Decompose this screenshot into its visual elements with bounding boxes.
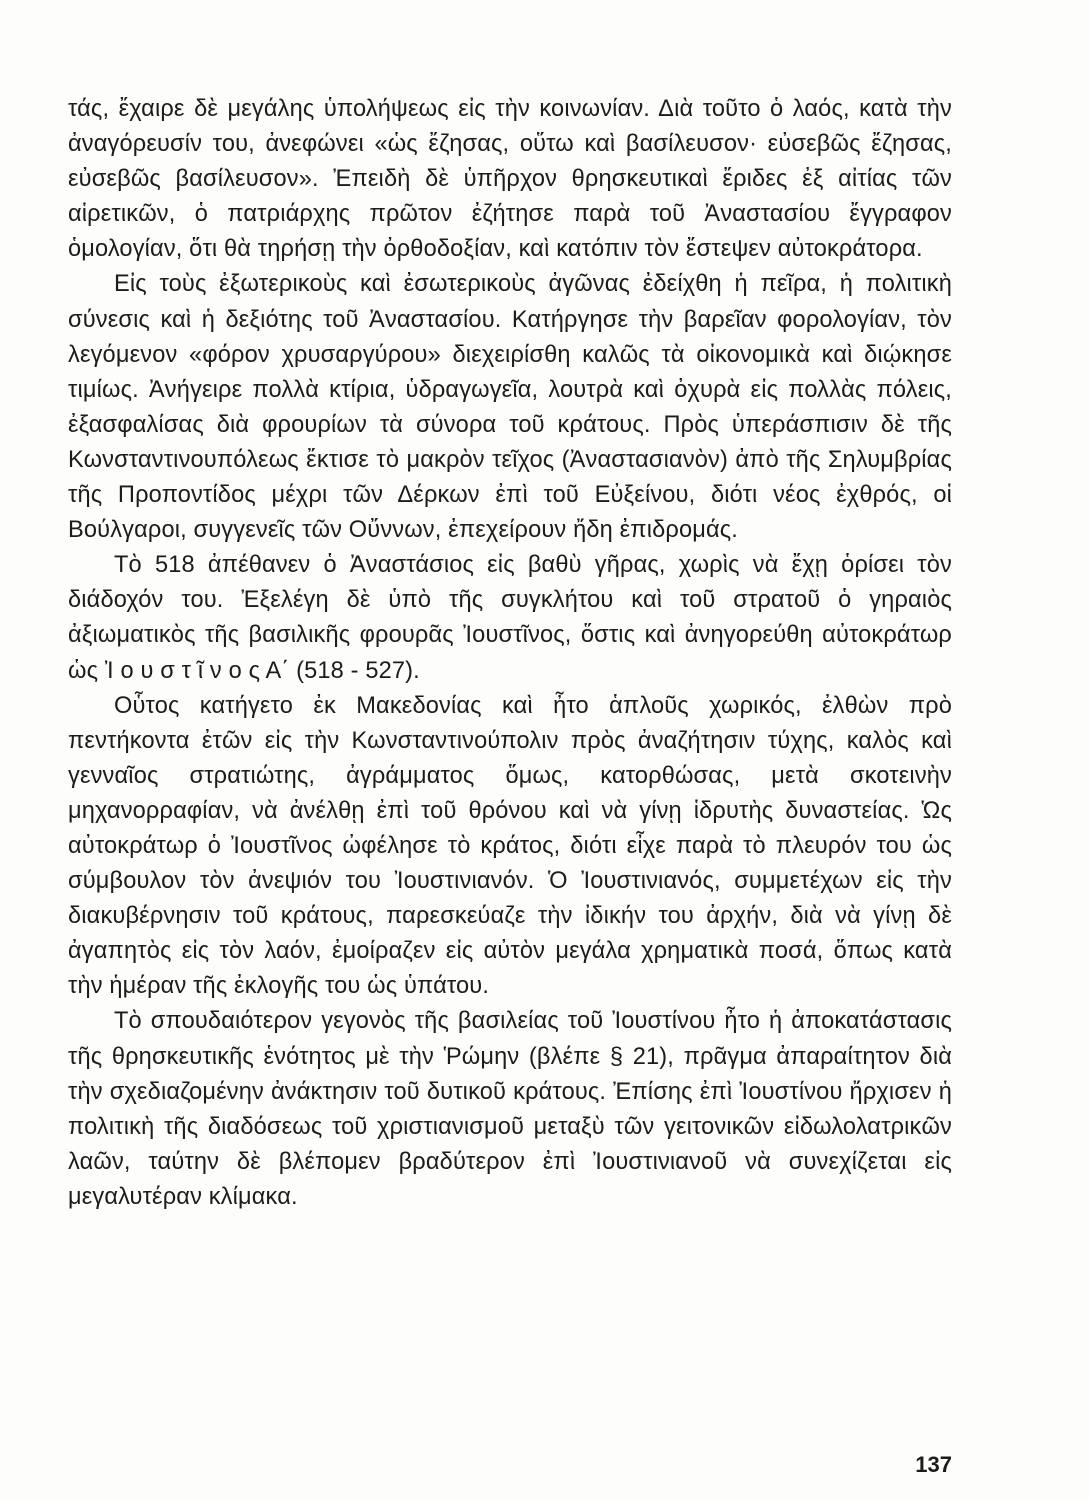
paragraph-continuation: τάς, ἔχαιρε δὲ μεγάλης ὑπολήψεως εἰς τὴν κοινωνίαν. Διὰ τοῦτο ὁ λαός, κατὰ τὴν ἀναγόρευσίν του, ἀνεφώνει «ὡς ἔζησας, οὕτω καὶ βασίλευσον· εὐσεβῶς ἔζησας, εὐσεβῶς βασίλευσον». Ἐπειδὴ δὲ ὑπῆρχον θρησκευτικαὶ ἔριδες ἐξ αἰτίας τῶν αἱρετικῶν, ὁ πατριάρχης πρῶτον ἐζήτησε παρὰ τοῦ Ἀναστασίου ἔγγραφον ὁμολογίαν, ὅτι θὰ τηρήσῃ τὴν ὀρθοδοξίαν, καὶ κατόπιν τὸν ἔστεψεν αὐτοκράτορα. [68,96,952,263]
paragraph-justin-accession: Τὸ 518 ἀπέθανεν ὁ Ἀναστάσιος εἰς βαθὺ γῆρας, χωρὶς νὰ ἔχῃ ὁρίσει τὸν διάδοχόν του. Ἐξελέγη δὲ ὑπὸ τῆς συγκλήτου καὶ τοῦ στρατοῦ ὁ γηραιὸς ἀξιωματικὸς τῆς βασιλικῆς φρουρᾶς Ἰουστῖνος, ὅστις καὶ ἀνηγορεύθη αὐτοκράτωρ ὡς Ἰ ο υ σ τ ῖ ν ο ς Α΄ (518 - 527). [68,552,952,684]
paragraph-religious-unity: Τὸ σπουδαιότερον γεγονὸς τῆς βασιλείας τοῦ Ἰουστίνου ἦτο ἡ ἀποκατάστασις τῆς θρησκευτικῆς ἑνότητος μὲ τὴν Ῥώμην (βλέπε § 21), πρᾶγμα ἀπαραίτητον διὰ τὴν σχεδιαζομένην ἀνάκτησιν τοῦ δυτικοῦ κράτους. Ἐπίσης ἐπὶ Ἰουστίνου ἤρχισεν ἡ πολιτικὴ τῆς διαδόσεως τοῦ χριστιανισμοῦ μεταξὺ τῶν γειτονικῶν εἰδωλολατρικῶν λαῶν, ταύτην δὲ βλέπομεν βραδύτερον ἐπὶ Ἰουστινιανοῦ νὰ συνεχίζεται εἰς μεγαλυτέραν κλίμακα. [68,1008,952,1210]
paragraph-anastasius-policies: Εἰς τοὺς ἐξωτερικοὺς καὶ ἐσωτερικοὺς ἀγῶνας ἐδείχθη ἡ πεῖρα, ἡ πολιτικὴ σύνεσις καὶ ἡ δεξιότης τοῦ Ἀναστασίου. Κατήργησε τὴν βαρεῖαν φορολογίαν, τὸν λεγόμενον «φόρον χρυσαργύρου» διεχειρίσθη καλῶς τὰ οἰκονομικὰ καὶ διῴκησε τιμίως. Ἀνήγειρε πολλὰ κτίρια, ὑδραγωγεῖα, λουτρὰ καὶ ὀχυρὰ εἰς πολλὰς πόλεις, ἐξασφαλίσας διὰ φρουρίων τὰ σύνορα τοῦ κράτους. Πρὸς ὑπεράσπισιν δὲ τῆς Κωνσταντινουπόλεως ἔκτισε τὸ μακρὸν τεῖχος (Ἀναστασιανὸν) ἀπὸ τῆς Σηλυμβρίας τῆς Προποντίδος μέχρι τῶν Δέρκων ἐπὶ τοῦ Εὐξείνου, διότι νέος ἐχθρός, οἱ Βούλγαροι, συγγενεῖς τῶν Οὔννων, ἐπεχείρουν ἤδη ἐπιδρομάς. [68,271,952,544]
body-text [68,92,952,1215]
paragraph-justin-background: Οὗτος κατήγετο ἐκ Μακεδονίας καὶ ἦτο ἁπλοῦς χωρικός, ἐλθὼν πρὸ πεντήκοντα ἐτῶν εἰς τὴν Κωνσταντινούπολιν πρὸς ἀναζήτησιν τύχης, καλὸς καὶ γενναῖος στρατιώτης, ἀγράμματος ὅμως, κατορθώσας, μετὰ σκοτεινὴν μηχανορραφίαν, νὰ ἀνέλθῃ ἐπὶ τοῦ θρόνου καὶ νὰ γίνῃ ἱδρυτὴς δυναστείας. Ὡς αὐτοκράτωρ ὁ Ἰουστῖνος ὠφέλησε τὸ κράτος, διότι εἶχε παρὰ τὸ πλευρόν του ὡς σύμβουλον τὸν ἀνεψιόν του Ἰουστινιανόν. Ὁ Ἰουστινιανός, συμμετέχων εἰς τὴν διακυβέρνησιν τοῦ κράτους, παρεσκεύαζε τὴν ἰδικήν του ἀρχήν, διὰ νὰ γίνῃ δὲ ἀγαπητὸς εἰς τὸν λαόν, ἐμοίραζεν εἰς αὐτὸν μεγάλα χρηματικὰ ποσά, ὅπως κατὰ τὴν ἡμέραν τῆς ἐκλογῆς του ὡς ὑπάτου. [68,692,952,1000]
page-number: 137 [915,1452,952,1477]
